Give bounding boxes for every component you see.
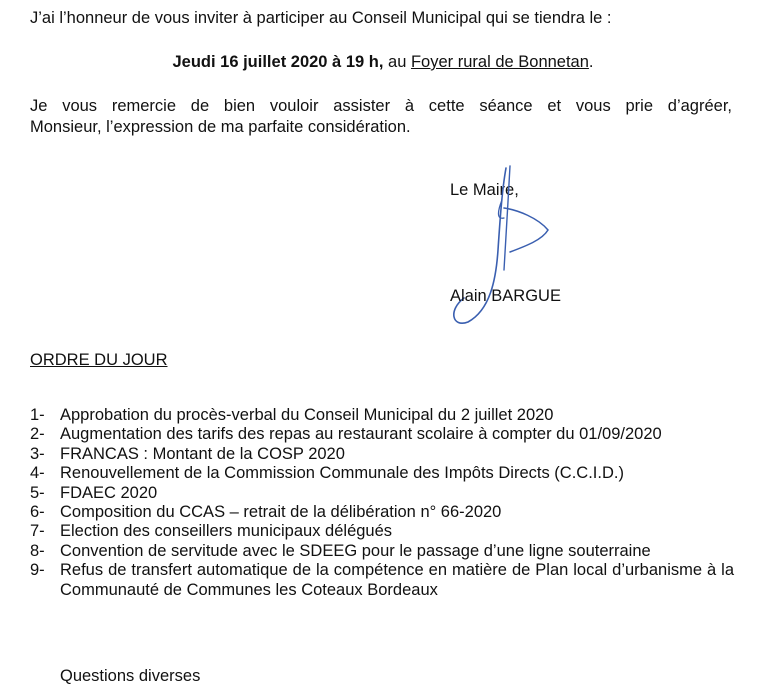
agenda-item-number: 1- xyxy=(30,406,45,424)
agenda-item-text: Convention de servitude avec le SDEEG pour le passage d’une ligne souterraine xyxy=(60,541,651,560)
agenda-item xyxy=(30,406,734,425)
venue-prefix: au xyxy=(383,53,411,71)
agenda-item-number: 5- xyxy=(30,483,45,502)
venue-suffix: . xyxy=(588,53,594,71)
agenda-item-text: Approbation du procès-verbal du Conseil Municipal du 2 juillet 2020 xyxy=(60,406,554,424)
closing-line-1: Je vous remercie de bien vouloir assister à cette séance et vous prie d’agréer, xyxy=(30,97,732,115)
agenda-item xyxy=(30,522,734,541)
closing-line-2: Monsieur, l’expression de ma parfaite considération. xyxy=(30,118,411,136)
meeting-venue: Foyer rural de Bonnetan xyxy=(410,53,589,71)
agenda-item-text: FRANCAS : Montant de la COSP 2020 xyxy=(60,444,345,463)
agenda-item-text: Renouvellement de la Commission Communale des Impôts Directs (C.C.I.D.) xyxy=(60,464,624,483)
agenda-item xyxy=(30,484,734,503)
agenda-item xyxy=(30,464,734,483)
agenda-item-number: 3- xyxy=(30,444,45,463)
agenda-item-number: 9- xyxy=(30,561,45,580)
agenda-heading: ORDRE DU JOUR xyxy=(30,351,168,369)
agenda-item xyxy=(30,445,734,464)
agenda-item-text: Election des conseillers municipaux délégués xyxy=(60,522,393,541)
signature-title: Le Maire, xyxy=(450,181,519,199)
agenda-item-text: Composition du CCAS – retrait de la délibération n° 66-2020 xyxy=(60,503,502,522)
agenda-item-number: 7- xyxy=(30,522,45,541)
agenda-item xyxy=(30,561,734,600)
agenda-item xyxy=(30,503,734,522)
agenda-item xyxy=(30,542,734,561)
meeting-date: Jeudi 16 juillet 2020 à 19 h, xyxy=(172,53,384,71)
agenda-item-number: 6- xyxy=(30,503,45,522)
agenda-list xyxy=(30,406,734,600)
agenda-item-text: Augmentation des tarifs des repas au restaurant scolaire à compter du 01/09/2020 xyxy=(60,425,662,444)
agenda-item-text: FDAEC 2020 xyxy=(60,483,158,502)
invitation-text: J’ai l’honneur de vous inviter à participer au Conseil Municipal qui se tiendra le : xyxy=(30,9,612,27)
agenda-item-number: 4- xyxy=(30,464,45,483)
signatory-name: Alain BARGUE xyxy=(450,287,561,305)
meeting-date-line xyxy=(0,52,766,72)
agenda-item xyxy=(30,425,734,444)
agenda-item-text: Refus de transfert automatique de la compétence en matière de Plan local d’urbanisme à la Communauté de Communes les Coteaux Bordeaux xyxy=(60,561,734,599)
questions-diverses: Questions diverses xyxy=(60,667,201,685)
agenda-item-number: 8- xyxy=(30,541,45,560)
agenda-item-number: 2- xyxy=(30,425,45,444)
